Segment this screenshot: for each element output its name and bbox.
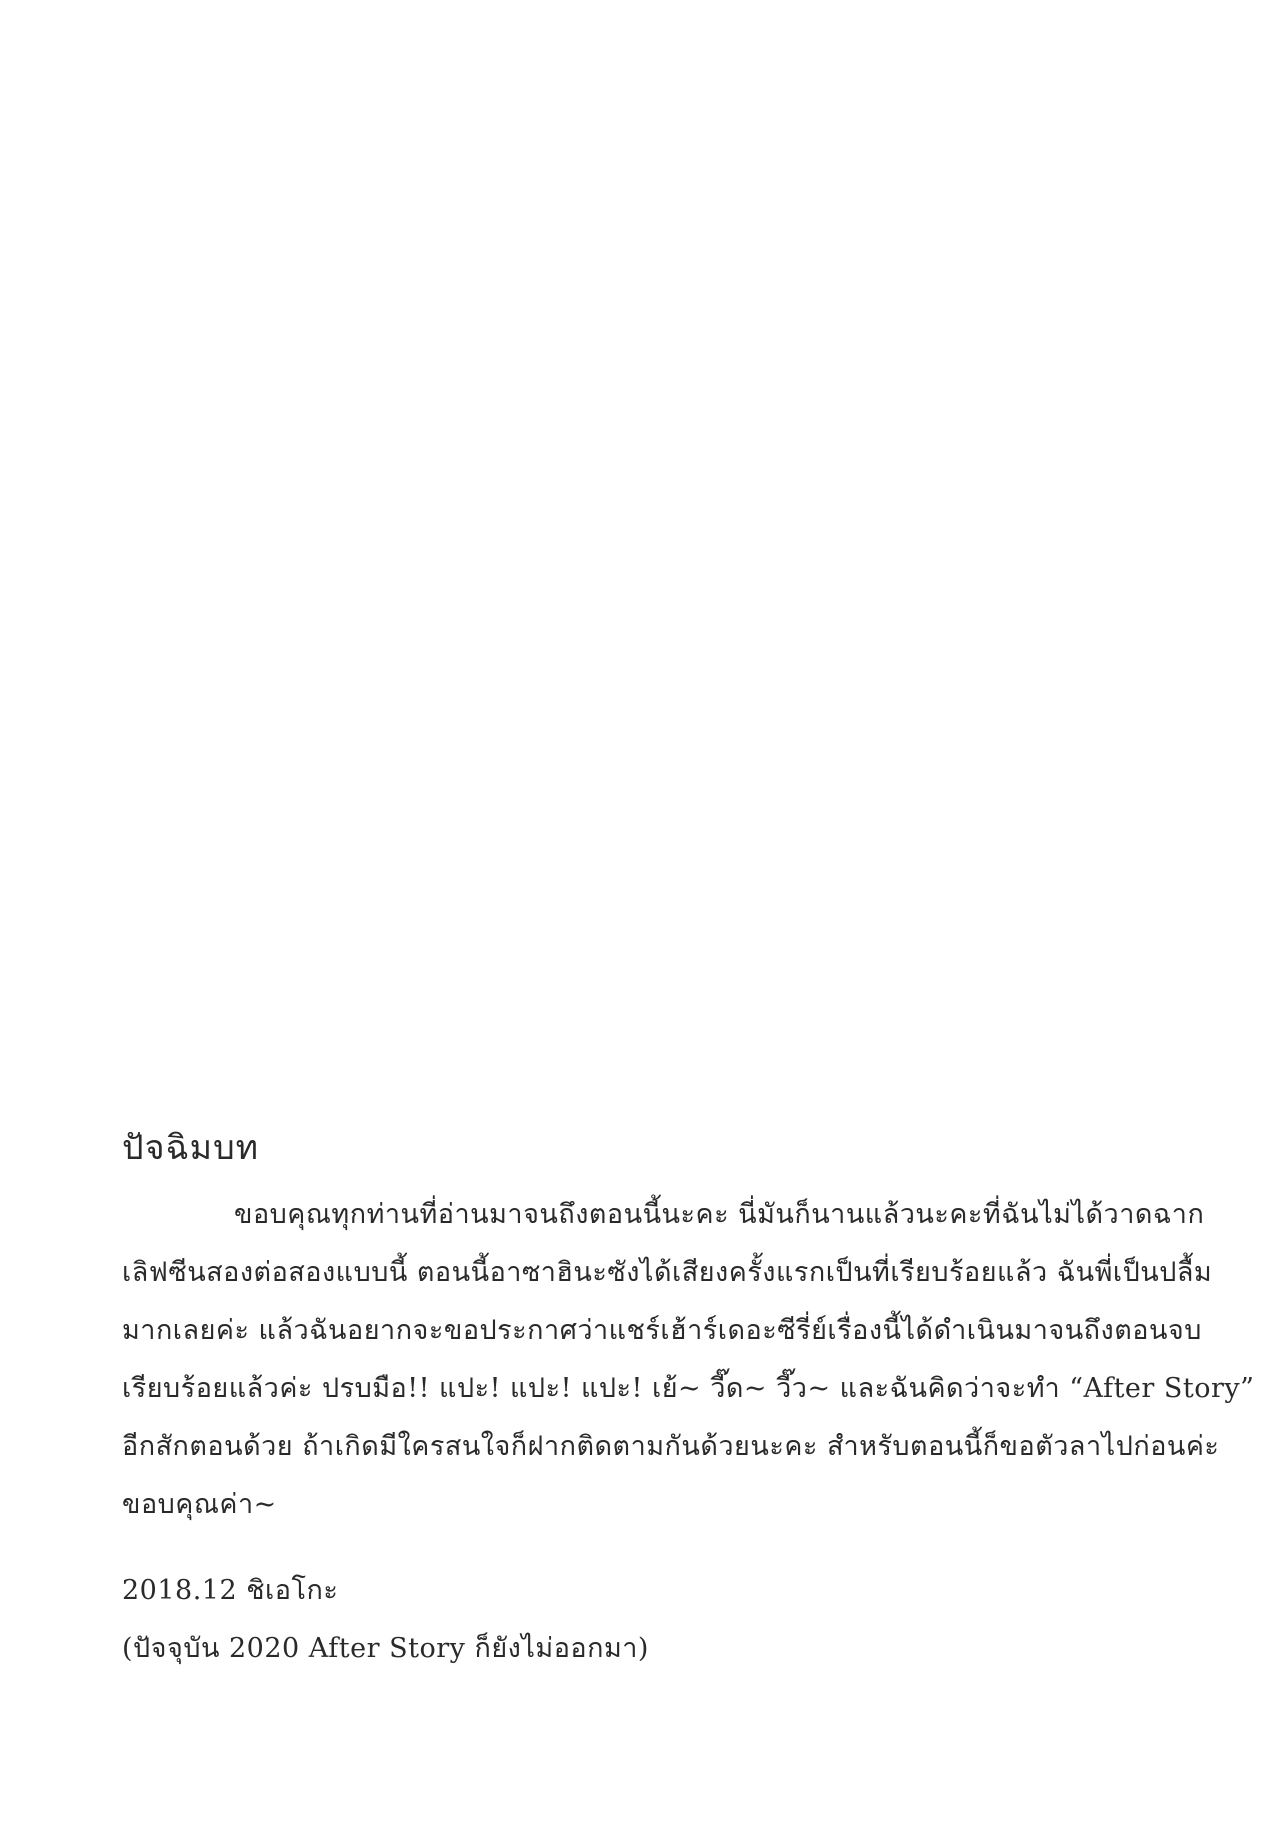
afterword-line-4: เรียบร้อยแล้วค่ะ ปรบมือ!! แปะ! แปะ! แปะ! เย้~ วี๊ด~ วี๊ว~ และฉันคิดว่าจะทำ “After Story” — [122, 1373, 1255, 1404]
afterword-line-2: เลิฟซีนสองต่อสองแบบนี้ ตอนนี้อาซาฮินะซังได้เสียงครั้งแรกเป็นที่เรียบร้อยแล้ว ฉันพี่เป็นปลื้ม — [122, 1257, 1213, 1288]
afterword-line-3: มากเลยค่ะ แล้วฉันอยากจะขอประกาศว่าแชร์เฮ้าร์เดอะซีรี่ย์เรื่องนี้ได้ดำเนินมาจนถึงตอนจบ — [122, 1315, 1202, 1346]
date-author: 2018.12 ชิเอโกะ — [122, 1575, 339, 1606]
afterword-line-5: อีกสักตอนด้วย ถ้าเกิดมีใครสนใจก็ฝากติดตามกันด้วยนะคะ สำหรับตอนนี้ก็ขอตัวลาไปก่อนค่ะ — [122, 1431, 1220, 1462]
afterword-line-6: ขอบคุณค่า~ — [122, 1489, 277, 1520]
afterword-line-1: ขอบคุณทุกท่านที่อ่านมาจนถึงตอนนี้นะคะ นี่มันก็นานแล้วนะคะที่ฉันไม่ได้วาดฉาก — [234, 1199, 1205, 1230]
signoff — [122, 1562, 1202, 1678]
afterword-title: ปัจฉิมบท — [122, 1128, 260, 1168]
afterword-section — [122, 1120, 1255, 1678]
footnote: (ปัจจุบัน 2020 After Story ก็ยังไม่ออกมา) — [122, 1633, 649, 1664]
